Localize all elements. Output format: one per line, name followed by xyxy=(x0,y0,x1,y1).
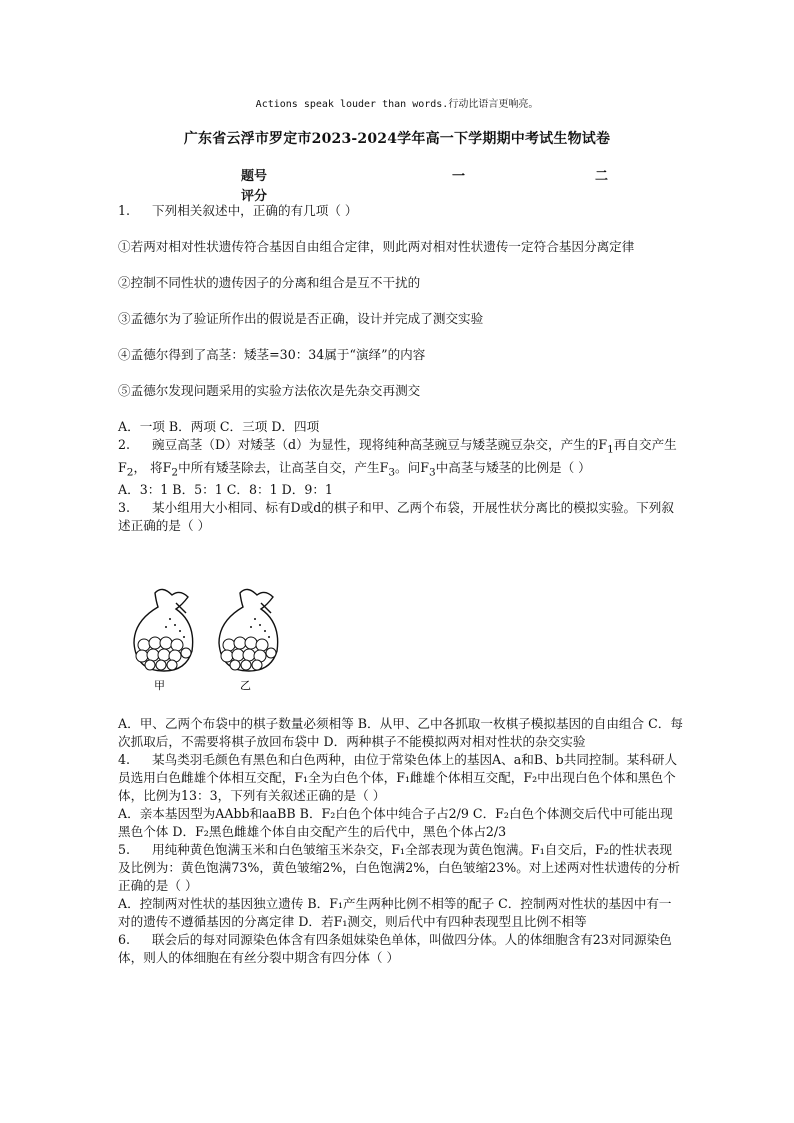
question-stem: 下列相关叙述中，正确的有几项（ ） xyxy=(152,203,358,218)
subscript: 3 xyxy=(388,466,395,479)
question-3 xyxy=(118,499,683,535)
question-stem: 某小组用大小相同、标有D或d的棋子和甲、乙两个布袋，开展性状分离比的模拟实验。下列叙述正确的是（ ） xyxy=(118,500,674,534)
question-5 xyxy=(118,841,683,895)
question-stem: 用纯种黄色饱满玉米和白色皱缩玉米杂交，F₁全部表现为黄色饱满。F₁自交后，F₂的性状表现及比例为：黄色饱满73%，黄色皱缩2%，白色饱满2%，白色皱缩23%。对上述两对性状遗传的分析正确的是（ ） xyxy=(118,842,680,894)
question-4-options: A．亲本基因型为AAbb和aaBB B．F₂白色个体中纯合子占2/9 C．F₂白色个体测交后代中可能出现黑色个体 D．F₂黑色雌雄个体自由交配产生的后代中，黑色个体占2/3 xyxy=(118,806,673,840)
question-3-options: A．甲、乙两个布袋中的棋子数量必须相等 B．从甲、乙中各抓取一枚棋子模拟基因的自由组合 C．每次抓取后，不需要将棋子放回布袋中 D．两种棋子不能模拟两对相对性状的杂交实验 xyxy=(118,716,683,750)
question-number: 3. xyxy=(118,500,131,516)
question-6 xyxy=(118,931,683,967)
question-stem: 某鸟类羽毛颜色有黑色和白色两种，由位于常染色体上的基因A、a和B、b共同控制。某科研人员选用白色雌雄个体相互交配，F₁全为白色个体，F₁雌雄个体相互交配，F₂中出现白色个体和黑色个体，比例为13：3，下列有关叙述正确的是（ ） xyxy=(118,752,678,804)
question-list xyxy=(118,202,683,967)
subscript: 1 xyxy=(607,443,614,456)
score-row2-label: 评分 xyxy=(241,189,268,204)
question-stem-part: 中所有矮茎除去，让高茎自交，产生F xyxy=(178,459,389,475)
question-2 xyxy=(118,436,683,481)
statement-3: ③孟德尔为了验证所作出的假说是否正确，设计并完成了测交实验 xyxy=(118,311,484,326)
question-stem-part: 中高茎与矮茎的比例是（ ） xyxy=(435,459,591,475)
statement-4: ④孟德尔得到了高茎：矮茎=30：34属于“演绎”的内容 xyxy=(118,347,426,362)
cloth-bags-illustration xyxy=(130,585,310,697)
question-number: 4. xyxy=(118,752,131,768)
bags-figure xyxy=(118,585,683,697)
subscript: 2 xyxy=(126,466,134,479)
statement-2: ②控制不同性状的遗传因子的分离和组合是互不干扰的 xyxy=(118,275,421,290)
bag-label-yi: 乙 xyxy=(240,679,251,693)
statement-1: ①若两对相对性状遗传符合基因自由组合定律，则此两对相对性状遗传一定符合基因分离定律 xyxy=(118,239,635,254)
question-stem: 联会后的每对同源染色体含有四条姐妹染色单体，叫做四分体。人的体细胞含有23对同源染色体，则人的体细胞在有丝分裂中期含有四分体（ ） xyxy=(118,932,672,966)
bag-label-jia: 甲 xyxy=(154,679,165,693)
question-5-options: A．控制两对性状的基因独立遗传 B．F₁产生两种比例不相等的配子 C．控制两对性状的基因中有一对的遗传不遵循基因的分离定律 D．若F₁测交，则后代中有四种表现型且比例不相等 xyxy=(118,896,672,930)
subscript: 2 xyxy=(171,466,179,479)
question-4 xyxy=(118,751,683,805)
question-2-options: A．3：1 B．5：1 C．8：1 D．9：1 xyxy=(118,482,333,498)
question-number: 2. xyxy=(118,437,131,452)
question-stem-part: 豌豆高茎（D）对矮茎（d）为显性，现将纯种高茎豌豆与矮茎豌豆杂交，产生的F xyxy=(152,437,608,452)
question-stem-part: ， 将F xyxy=(133,459,172,475)
score-row-label: 题号 xyxy=(241,169,268,184)
question-stem-part: 再自交产生F xyxy=(118,437,677,475)
statement-5: ⑤孟德尔发现问题采用的实验方法依次是先杂交再测交 xyxy=(118,383,421,398)
question-number: 1. xyxy=(118,203,131,218)
question-number: 5. xyxy=(118,842,131,858)
question-number: 6. xyxy=(118,932,131,948)
subscript: 3 xyxy=(428,466,436,479)
question-1 xyxy=(118,202,683,220)
page-title: 广东省云浮市罗定市2023-2024学年高一下学期期中考试生物试卷 xyxy=(183,131,611,147)
page-motto: Actions speak louder than words.行动比语言更响亮。 xyxy=(255,99,539,110)
question-stem-part: 。问F xyxy=(395,459,429,475)
question-1-options: A．一项 B．两项 C．三项 D．四项 xyxy=(118,419,320,434)
score-col-1: 一 xyxy=(452,169,466,184)
score-col-2: 二 xyxy=(595,169,609,184)
